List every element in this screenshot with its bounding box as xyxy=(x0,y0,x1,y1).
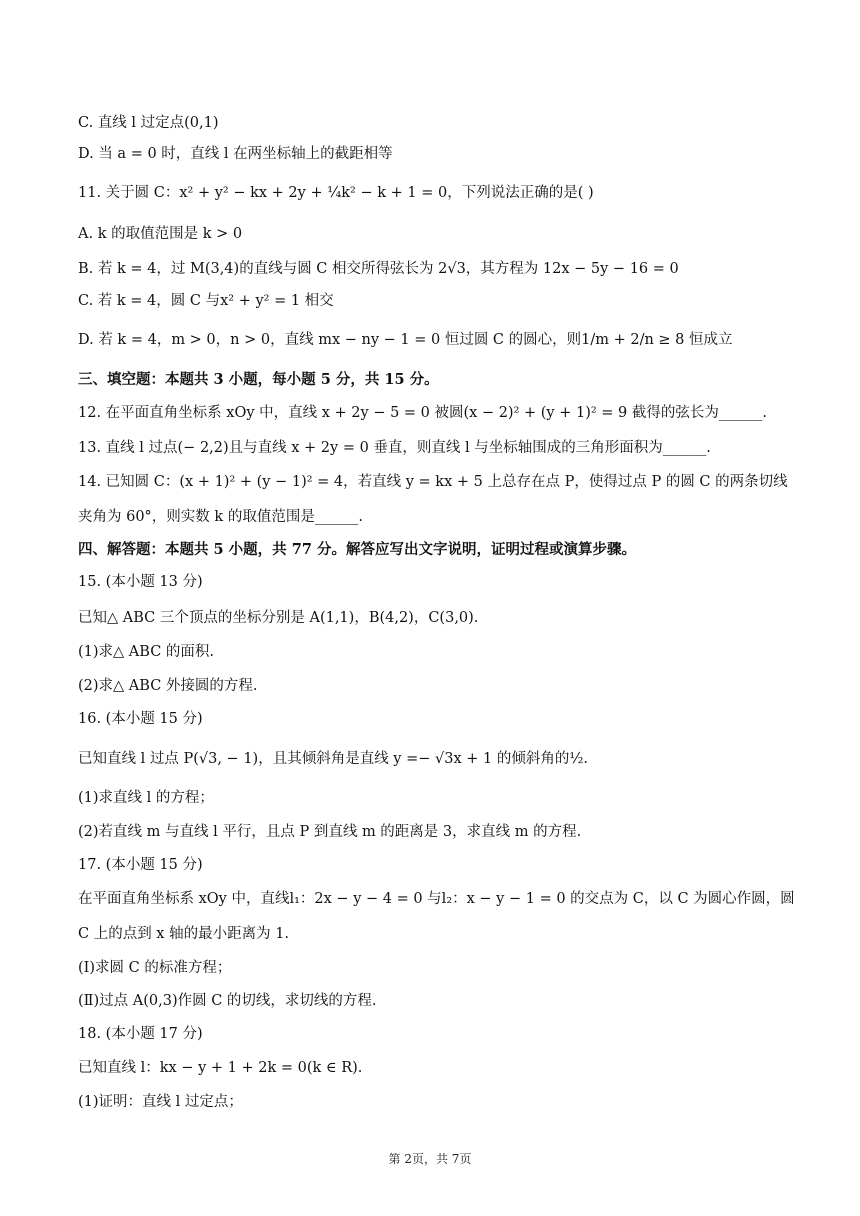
option-10d: D. 当 a = 0 时，直线 l 在两坐标轴上的截距相等 xyxy=(78,146,393,162)
question-15-header: 15. (本小题 13 分) xyxy=(78,574,203,590)
question-15-part1: (1)求△ ABC 的面积. xyxy=(78,644,215,660)
question-16-part2: (2)若直线 m 与直线 l 平行，且点 P 到直线 m 的距离是 3，求直线 m 的方程. xyxy=(78,824,582,840)
section-answer-heading: 四、解答题：本题共 5 小题，共 77 分。解答应写出文字说明，证明过程或演算步骤。 xyxy=(78,541,636,558)
option-11d: D. 若 k = 4，m > 0，n > 0，直线 mx − ny − 1 = 0 恒过圆 C 的圆心，则1/m + 2/n ≥ 8 恒成立 xyxy=(78,332,733,348)
question-18-stem: 已知直线 l：kx − y + 1 + 2k = 0(k ∈ R). xyxy=(78,1060,363,1076)
question-14-line1: 14. 已知圆 C：(x + 1)² + (y − 1)² = 4，若直线 y = kx + 5 上总存在点 P，使得过点 P 的圆 C 的两条切线 xyxy=(78,474,788,490)
question-14-line2: 夹角为 60°，则实数 k 的取值范围是______. xyxy=(78,509,363,525)
question-16-part1: (1)求直线 l 的方程； xyxy=(78,790,214,806)
page-footer: 第 2页，共 7页 xyxy=(388,1152,472,1166)
option-11b: B. 若 k = 4，过 M(3,4)的直线与圆 C 相交所得弦长为 2√3，其方程为 12x − 5y − 16 = 0 xyxy=(78,261,679,277)
question-17-stem-line1: 在平面直角坐标系 xOy 中，直线l₁：2x − y − 4 = 0 与l₂：x − y − 1 = 0 的交点为 C，以 C 为圆心作圆，圆 xyxy=(78,891,795,907)
question-15-part2: (2)求△ ABC 外接圆的方程. xyxy=(78,678,258,694)
option-11a: A. k 的取值范围是 k > 0 xyxy=(78,226,243,242)
question-15-stem: 已知△ ABC 三个顶点的坐标分别是 A(1,1)，B(4,2)，C(3,0). xyxy=(78,610,479,626)
option-10c: C. 直线 l 过定点(0,1) xyxy=(78,115,219,131)
question-13: 13. 直线 l 过点(− 2,2)且与直线 x + 2y = 0 垂直，则直线 l 与坐标轴围成的三角形面积为______. xyxy=(78,440,711,456)
question-12: 12. 在平面直角坐标系 xOy 中，直线 x + 2y − 5 = 0 被圆(x − 2)² + (y + 1)² = 9 截得的弦长为______. xyxy=(78,405,767,421)
question-11: 11. 关于圆 C：x² + y² − kx + 2y + ¼k² − k + 1 = 0，下列说法正确的是( ) xyxy=(78,185,594,201)
question-17-header: 17. (本小题 15 分) xyxy=(78,857,203,873)
question-16-stem: 已知直线 l 过点 P(√3, − 1)，且其倾斜角是直线 y =− √3x + 1 的倾斜角的½. xyxy=(78,751,589,767)
question-18-part1: (1)证明：直线 l 过定点； xyxy=(78,1094,243,1110)
question-17-part2: (Ⅱ)过点 A(0,3)作圆 C 的切线，求切线的方程. xyxy=(78,993,377,1009)
question-17-part1: (Ⅰ)求圆 C 的标准方程； xyxy=(78,960,232,976)
option-11c: C. 若 k = 4，圆 C 与x² + y² = 1 相交 xyxy=(78,293,334,309)
question-17-stem-line2: C 上的点到 x 轴的最小距离为 1. xyxy=(78,926,290,942)
section-fill-blank-heading: 三、填空题：本题共 3 小题，每小题 5 分，共 15 分。 xyxy=(78,371,439,388)
question-18-header: 18. (本小题 17 分) xyxy=(78,1026,203,1042)
question-16-header: 16. (本小题 15 分) xyxy=(78,711,203,727)
